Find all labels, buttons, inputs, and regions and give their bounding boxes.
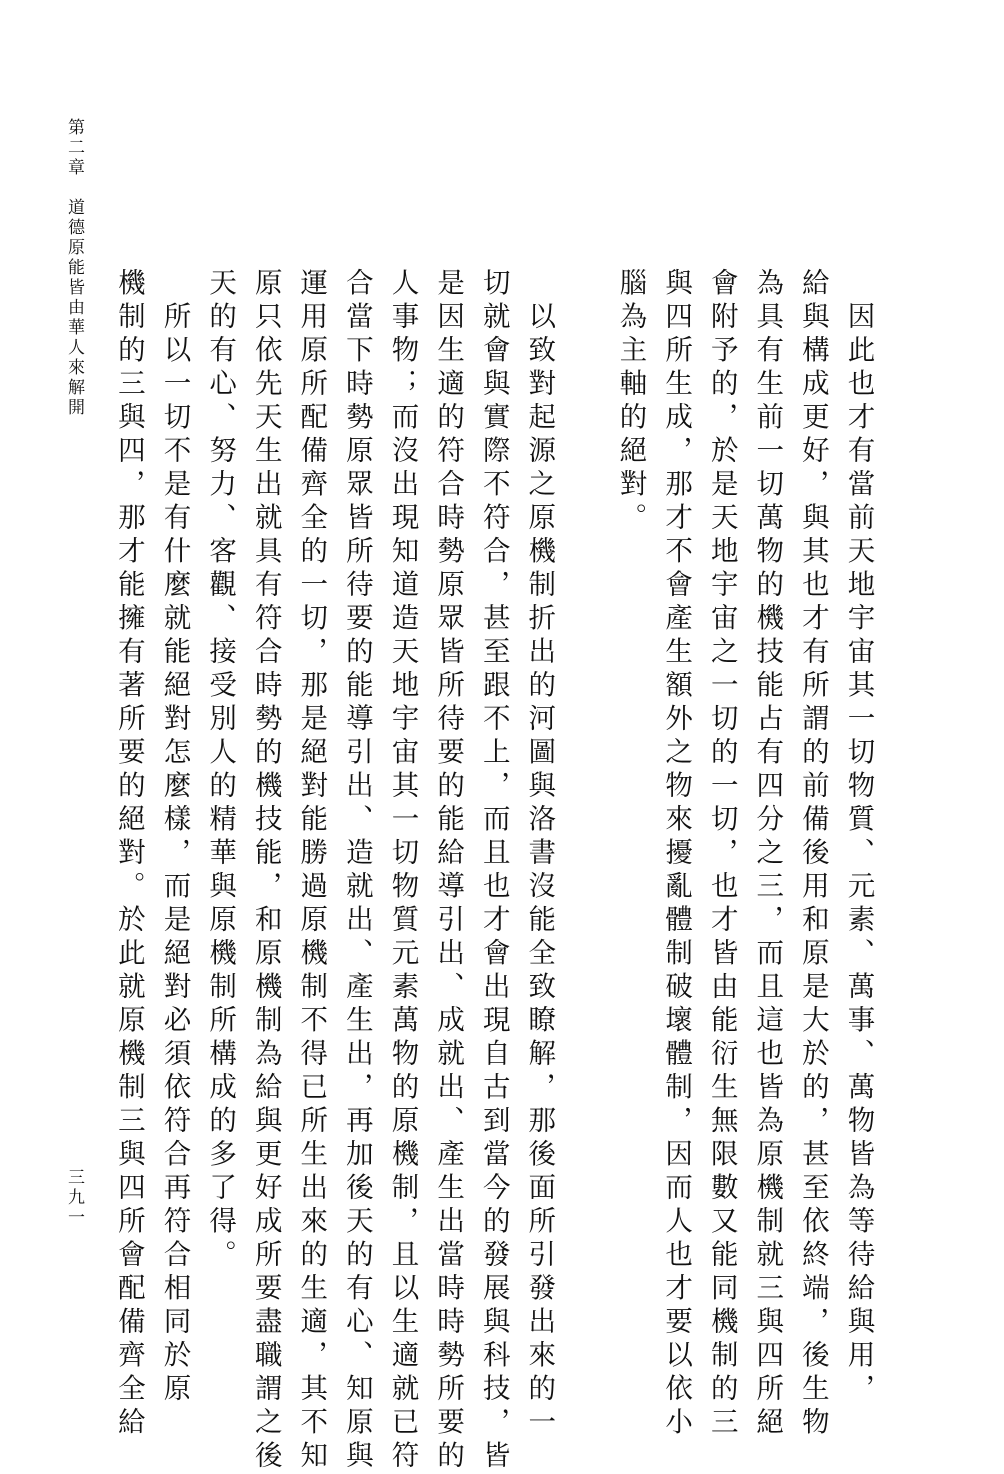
text-column: 是因生適的符合時勢原眾皆所待要的能給導引出、成就出、產生出當時時勢所要的 <box>432 268 465 1474</box>
text-column: 天的有心、努力、客觀、接受別人的精華與原機制所構成的多了得。 <box>204 268 237 1273</box>
text-column: 機制的三與四，那才能擁有著所要的絕對。於此就原機制三與四所會配備齊全給 <box>112 268 145 1441</box>
text-column: 人事物；而沒出現知道造天地宇宙其一切物質元素萬物的原機制，且以生適就已符 <box>386 268 419 1474</box>
text-column: 因此也才有當前天地宇宙其一切物質、元素、萬事、萬物皆為等待給與用， <box>842 268 875 1407</box>
text-column: 給與構成更好，與其也才有所謂的前備後用和原是大於的，甚至依終端，後生物 <box>796 268 829 1441</box>
text-column: 原只依先天生出就具有符合時勢的機技能，和原機制為給與更好成所要盡職謂之後 <box>249 268 282 1474</box>
chapter-header: 第二章 道德原能皆由華人來解開 <box>64 118 84 418</box>
text-column: 所以一切不是有什麼就能絕對怎麼樣，而是絕對必須依符合再符合相同於原 <box>158 268 191 1407</box>
page-number: 三九一 <box>64 1168 84 1228</box>
text-column: 運用原所配備齊全的一切，那是絕對能勝過原機制不得已所生出來的生適，其不知 <box>295 268 328 1474</box>
text-column: 會附予的，於是天地宇宙之一切的一切，也才皆由能衍生無限數又能同機制的三 <box>705 268 738 1441</box>
text-column: 合當下時勢原眾皆所待要的能導引出、造就出、產生出，再加後天的有心、知原與 <box>340 268 373 1474</box>
text-column: 腦為主軸的絕對。 <box>614 268 647 536</box>
text-column: 為具有生前一切萬物的機技能占有四分之三，而且這也皆為原機制就三與四所絕 <box>751 268 784 1441</box>
text-column: 切就會與實際不符合，甚至跟不上，而且也才會出現自古到當今的發展與科技，皆 <box>477 268 510 1474</box>
text-column: 與四所生成，那才不會產生額外之物來擾亂體制破壞體制，因而人也才要以依小 <box>660 268 693 1441</box>
text-column: 以致對起源之原機制折出的河圖與洛書沒能全致瞭解，那後面所引發出來的一 <box>523 268 556 1441</box>
